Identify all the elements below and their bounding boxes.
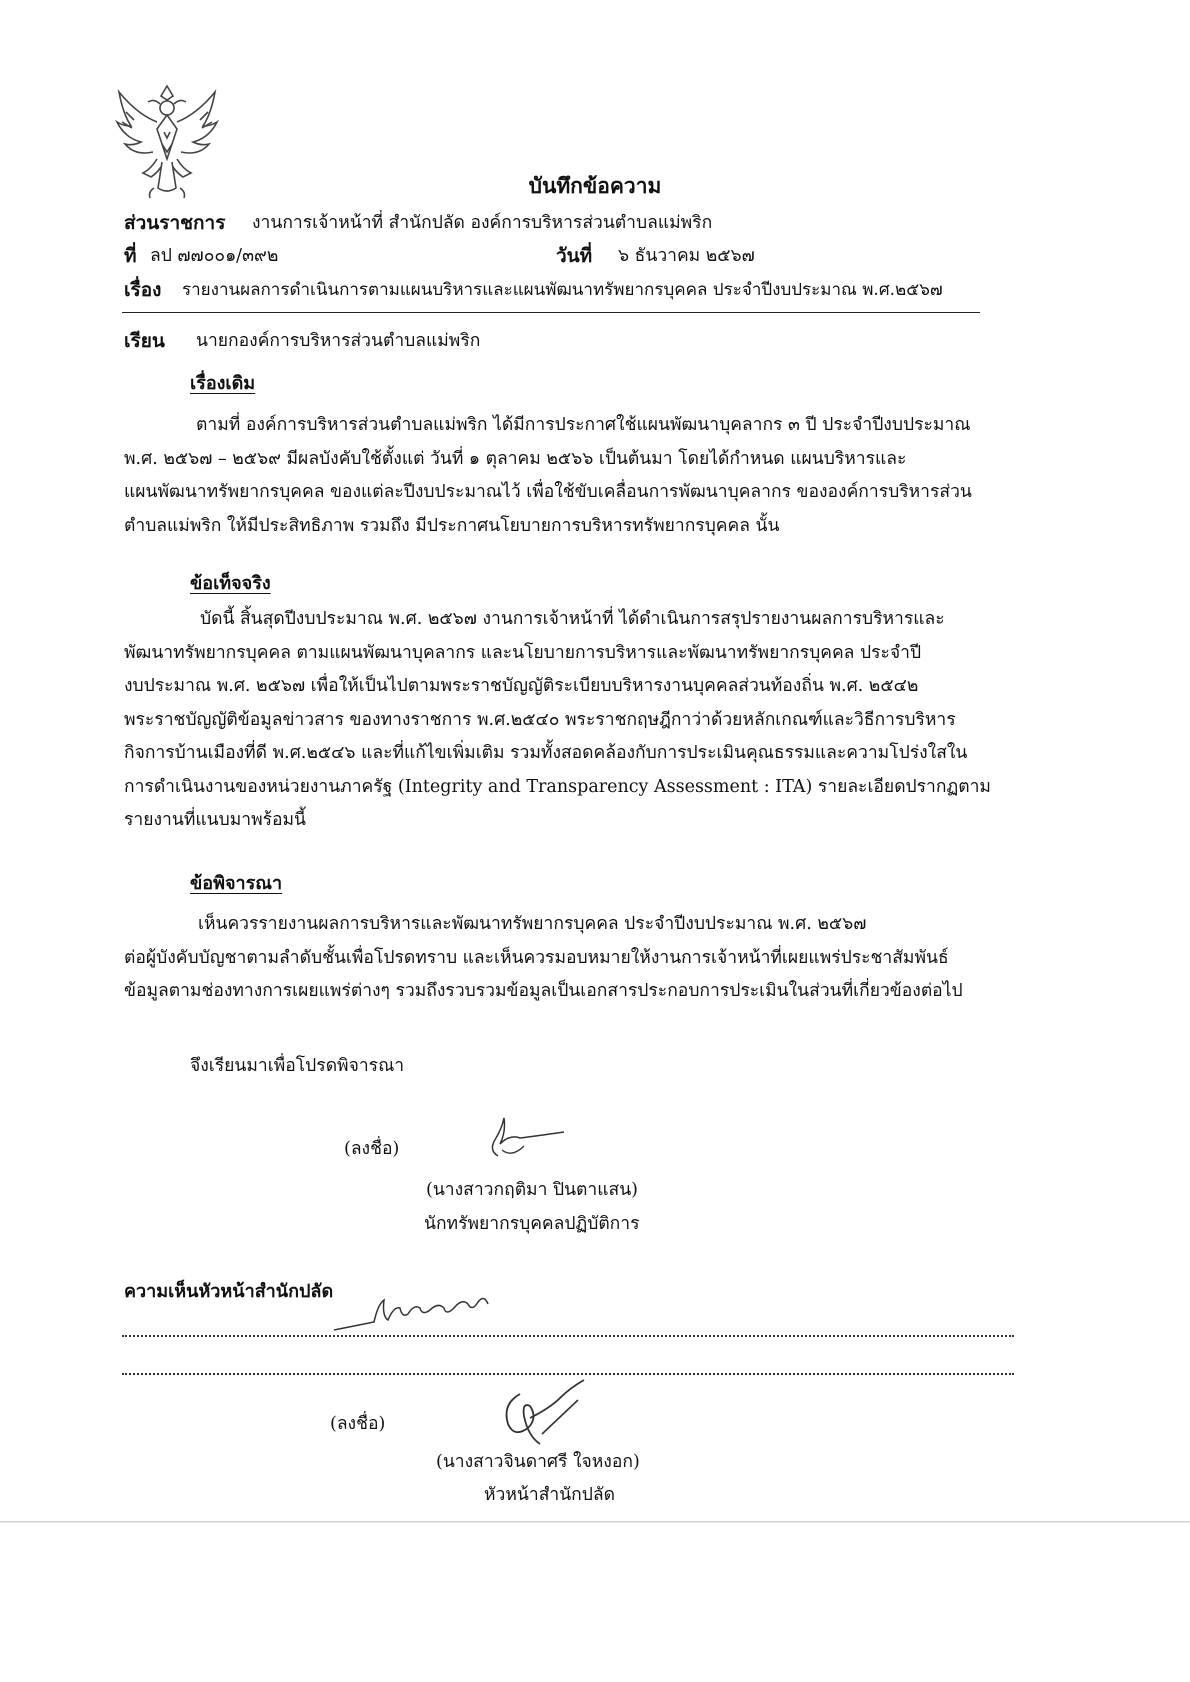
sign-label-2: (ลงชื่อ) bbox=[330, 1414, 386, 1434]
sign-label-1: (ลงชื่อ) bbox=[344, 1139, 400, 1159]
facts-line: บัดนี้ สิ้นสุดปีงบประมาณ พ.ศ. ๒๕๖๗ งานการเจ้าหน้าที่ ได้ดำเนินการสรุปรายงานผลการบริหารและ bbox=[200, 609, 945, 629]
considerations-paragraph bbox=[124, 908, 1054, 1009]
date-label: วันที่ bbox=[556, 245, 593, 267]
considerations-line: ต่อผู้บังคับบัญชาตามลำดับชั้นเพื่อโปรดทราบ และเห็นควรมอบหมายให้งานการเจ้าหน้าที่เผยแพร่ประชาสัมพันธ์ bbox=[124, 947, 949, 968]
signer-1-position: นักทรัพยากรบุคคลปฏิบัติการ bbox=[424, 1214, 640, 1234]
opinion-dotted-line-1 bbox=[122, 1335, 1014, 1337]
considerations-line: เห็นควรรายงานผลการบริหารและพัฒนาทรัพยากรบุคคล ประจำปีงบประมาณ พ.ศ. ๒๕๖๗ bbox=[198, 914, 867, 934]
background-line: แผนพัฒนาทรัพยากรบุคคล ของแต่ละปีงบประมาณไว้ เพื่อใช้ขับเคลื่อนการพัฒนาบุคลากร ขององค์การบริหารส่วน bbox=[124, 482, 972, 502]
facts-line: พัฒนาทรัพยากรบุคคล ตามแผนพัฒนาบุคลากร และนโยบายการบริหารและพัฒนาทรัพยากรบุคคล ประจำปี bbox=[124, 642, 922, 663]
considerations-heading: ข้อพิจารณา bbox=[190, 873, 283, 894]
background-heading: เรื่องเดิม bbox=[190, 373, 256, 394]
closing-text: จึงเรียนมาเพื่อโปรดพิจารณา bbox=[190, 1056, 405, 1076]
handwritten-note-icon bbox=[326, 1290, 516, 1336]
facts-line: การดำเนินงานของหน่วยงานภาครัฐ (Integrity and Transparency Assessment : ITA) รายละเอียดปรากฏตาม bbox=[124, 776, 991, 797]
agency-label: ส่วนราชการ bbox=[124, 212, 226, 234]
ref-value: ลป ๗๗๐๐๑/๓๙๒ bbox=[150, 246, 279, 266]
signer-1-name: (นางสาวกฤติมา ปินตาแสน) bbox=[426, 1180, 638, 1200]
agency-value: งานการเจ้าหน้าที่ สำนักปลัด องค์การบริหารส่วนตำบลแม่พริก bbox=[252, 213, 713, 233]
addressee-value: นายกองค์การบริหารส่วนตำบลแม่พริก bbox=[196, 331, 481, 351]
background-line: พ.ศ. ๒๕๖๗ – ๒๕๖๙ มีผลบังคับใช้ตั้งแต่ วันที่ ๑ ตุลาคม ๒๕๖๖ เป็นต้นมา โดยได้กำหนด แผนบริหารและ bbox=[124, 448, 907, 469]
date-value: ๖ ธันวาคม ๒๕๖๗ bbox=[618, 246, 755, 266]
signature-1-icon bbox=[478, 1112, 573, 1164]
document-title: บันทึกข้อความ bbox=[528, 173, 662, 198]
facts-line: งบประมาณ พ.ศ. ๒๕๖๗ เพื่อให้เป็นไปตามพระราชบัญญัติระเบียบบริหารงานบุคคลส่วนท้องถิ่น พ.ศ. ๒๕๔๒ bbox=[124, 676, 919, 696]
signer-2-name: (นางสาวจินดาศรี ใจหงอก) bbox=[436, 1452, 640, 1472]
opinion-dotted-line-2 bbox=[122, 1373, 1014, 1375]
subject-label: เรื่อง bbox=[124, 279, 162, 301]
ref-label: ที่ bbox=[124, 245, 137, 267]
background-line: ตามที่ องค์การบริหารส่วนตำบลแม่พริก ได้มีการประกาศใช้แผนพัฒนาบุคลากร ๓ ปี ประจำปีงบประมาณ bbox=[196, 415, 971, 435]
scan-edge-line bbox=[0, 1521, 1190, 1523]
header-rule bbox=[122, 312, 980, 313]
facts-line: พระราชบัญญัติข้อมูลข่าวสาร ของทางราชการ พ.ศ.๒๕๔๐ พระราชกฤษฎีกาว่าด้วยหลักเกณฑ์และวิธีการบริหาร bbox=[124, 709, 956, 730]
chief-opinion-label: ความเห็นหัวหน้าสำนักปลัด bbox=[124, 1281, 334, 1302]
facts-paragraph bbox=[124, 603, 1054, 838]
subject-value: รายงานผลการดำเนินการตามแผนบริหารและแผนพัฒนาทรัพยากรบุคคล ประจำปีงบประมาณ พ.ศ.๒๕๖๗ bbox=[182, 280, 943, 300]
addressee-label: เรียน bbox=[124, 330, 165, 352]
considerations-line: ข้อมูลตามช่องทางการเผยแพร่ต่างๆ รวมถึงรวบรวมข้อมูลเป็นเอกสารประกอบการประเมินในส่วนที่เกี่ยวข้องต่อไป bbox=[124, 981, 963, 1001]
signer-2-position: หัวหน้าสำนักปลัด bbox=[484, 1485, 615, 1505]
facts-heading: ข้อเท็จจริง bbox=[190, 573, 271, 594]
facts-line: กิจการบ้านเมืองที่ดี พ.ศ.๒๕๔๖ และที่แก้ไขเพิ่มเติม รวมทั้งสอดคล้องกับการประเมินคุณธรรมและความโปร่งใสใน bbox=[124, 743, 968, 763]
signature-2-icon bbox=[490, 1378, 595, 1448]
background-paragraph bbox=[124, 409, 1054, 543]
background-line: ตำบลแม่พริก ให้มีประสิทธิภาพ รวมถึง มีประกาศนโยบายการบริหารทรัพยากรบุคคล นั้น bbox=[124, 515, 780, 536]
facts-line: รายงานที่แนบมาพร้อมนี้ bbox=[124, 810, 307, 830]
